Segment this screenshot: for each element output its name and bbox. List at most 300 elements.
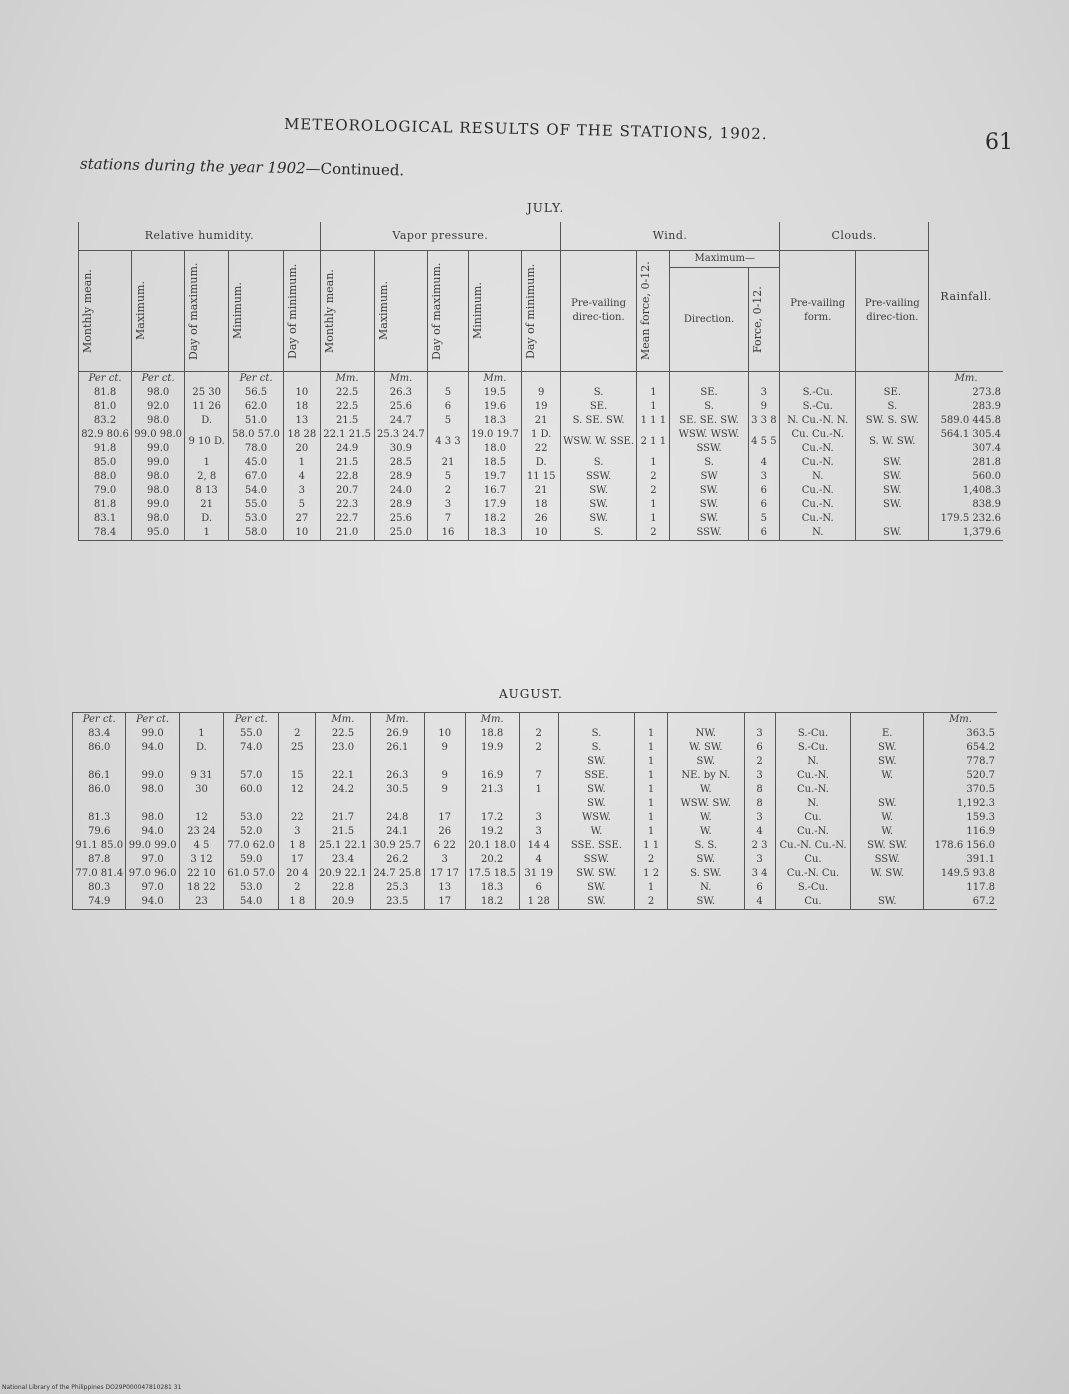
table-row: [73, 769, 998, 783]
table-cell: 2, 8: [185, 470, 229, 484]
table-cell: 4: [748, 456, 779, 470]
table-cell: 53.0: [224, 811, 279, 825]
table-cell: S.: [558, 727, 635, 741]
table-cell: S.-Cu.: [780, 386, 856, 400]
table-cell: 6: [744, 741, 775, 755]
table-cell: 26: [424, 825, 465, 839]
table-cell: 25 30: [185, 386, 229, 400]
table-cell: 97.0: [126, 881, 179, 895]
table-cell: SSE.: [558, 769, 635, 783]
table-cell: 18 22: [179, 881, 223, 895]
august-units-row: [73, 713, 998, 728]
table-cell: [279, 797, 316, 811]
running-head: METEOROLOGICAL RESULTS OF THE STATIONS, 1902.: [283, 114, 768, 144]
vapor-pressure-header: Vapor pressure.: [320, 222, 560, 251]
table-cell: 23.0: [316, 741, 370, 755]
table-cell: 87.8: [73, 853, 126, 867]
vp-minimum-header: Minimum.: [470, 282, 484, 340]
table-cell: SW.: [668, 853, 745, 867]
table-cell: 20.1 18.0: [465, 839, 519, 853]
clouds-prevailing-form-header: Pre-vailing form.: [780, 251, 856, 372]
table-cell: 18 28 20: [283, 428, 320, 456]
table-cell: 26.2: [370, 853, 424, 867]
table-cell: 10: [424, 727, 465, 741]
unit: Per ct.: [79, 372, 132, 387]
unit: Mm.: [929, 372, 1003, 387]
rh-maximum-header: Maximum.: [134, 281, 148, 341]
table-row: [73, 783, 998, 797]
table-cell: 56.5: [229, 386, 284, 400]
table-cell: W.: [851, 825, 924, 839]
table-cell: 19.9: [465, 741, 519, 755]
table-row: [73, 797, 998, 811]
table-cell: N. Cu.-N. N.: [780, 414, 856, 428]
table-cell: 149.5 93.8: [924, 867, 997, 881]
table-cell: 12: [179, 811, 223, 825]
table-cell: [465, 797, 519, 811]
table-cell: 83.1: [79, 512, 132, 526]
table-cell: 560.0: [929, 470, 1003, 484]
table-cell: 22 10: [179, 867, 223, 881]
table-cell: 13: [283, 414, 320, 428]
wind-max-force-header: Force, 0-12.: [750, 286, 764, 353]
table-cell: SSW.: [851, 853, 924, 867]
table-cell: 1: [635, 811, 668, 825]
table-cell: [519, 755, 558, 769]
table-cell: [424, 797, 465, 811]
relative-humidity-header: Relative humidity.: [79, 222, 321, 251]
table-cell: 5: [428, 470, 468, 484]
table-cell: 19.0 19.7 18.0: [468, 428, 522, 456]
table-cell: SW.: [670, 512, 748, 526]
table-cell: N.: [780, 470, 856, 484]
table-cell: 99.0 98.0 99.0: [132, 428, 185, 456]
table-cell: SE.: [560, 400, 636, 414]
subtitle-italic: stations during the year 1902: [79, 154, 306, 178]
table-row: [79, 484, 1004, 498]
table-cell: SW. SW.: [851, 839, 924, 853]
unit: Per ct.: [224, 713, 279, 728]
table-cell: 2 3: [744, 839, 775, 853]
table-cell: 94.0: [126, 825, 179, 839]
table-cell: [73, 797, 126, 811]
table-cell: SW: [670, 470, 748, 484]
table-cell: 83.4: [73, 727, 126, 741]
table-cell: 99.0 99.0: [126, 839, 179, 853]
table-cell: W.: [668, 825, 745, 839]
table-cell: 6: [744, 881, 775, 895]
table-cell: 8 13: [185, 484, 229, 498]
table-cell: 21.0: [320, 526, 374, 541]
table-cell: 281.8: [929, 456, 1003, 470]
table-cell: 10: [283, 386, 320, 400]
table-cell: 23 24: [179, 825, 223, 839]
table-cell: 4: [283, 470, 320, 484]
table-cell: 1: [635, 741, 668, 755]
table-cell: 1 1 1: [637, 414, 670, 428]
table-cell: 99.0: [132, 498, 185, 512]
table-cell: 22.5: [316, 727, 370, 741]
table-cell: [856, 512, 929, 526]
table-row: [73, 755, 998, 769]
table-cell: 98.0: [132, 484, 185, 498]
table-cell: 9: [748, 400, 779, 414]
table-cell: 520.7: [924, 769, 997, 783]
table-cell: E.: [851, 727, 924, 741]
table-cell: 24.1: [370, 825, 424, 839]
table-cell: SSW.: [560, 470, 636, 484]
table-cell: 6: [748, 498, 779, 512]
wind-max-direction-header: Direction.: [670, 268, 748, 372]
table-cell: S.-Cu.: [775, 741, 851, 755]
table-cell: 98.0: [126, 783, 179, 797]
table-cell: 22.1: [316, 769, 370, 783]
table-cell: 283.9: [929, 400, 1003, 414]
table-cell: 19.5: [468, 386, 522, 400]
table-cell: S.-Cu.: [780, 400, 856, 414]
table-cell: 30.9 25.7: [370, 839, 424, 853]
table-cell: 1: [185, 456, 229, 470]
table-cell: NW.: [668, 727, 745, 741]
table-cell: 116.9: [924, 825, 997, 839]
table-cell: 8: [744, 783, 775, 797]
july-units-row: [79, 372, 1004, 387]
table-cell: 5: [283, 498, 320, 512]
table-cell: 1 8: [279, 839, 316, 853]
table-cell: 25.3: [370, 881, 424, 895]
table-cell: 1: [637, 386, 670, 400]
table-cell: Cu.-N.: [775, 783, 851, 797]
table-cell: 3: [744, 727, 775, 741]
table-cell: 11 15: [522, 470, 561, 484]
table-cell: SW. SW.: [558, 867, 635, 881]
page-number: 61: [985, 130, 1013, 155]
unit: Per ct.: [126, 713, 179, 728]
table-cell: [224, 797, 279, 811]
unit: Per ct.: [229, 372, 284, 387]
table-cell: 6: [428, 400, 468, 414]
subtitle-continued: —Continued.: [305, 159, 405, 180]
table-cell: 25.6: [374, 512, 428, 526]
table-cell: 2: [279, 727, 316, 741]
table-cell: 21.5: [320, 456, 374, 470]
table-cell: 13: [424, 881, 465, 895]
table-cell: 1: [635, 783, 668, 797]
table-cell: 21.3: [465, 783, 519, 797]
table-cell: 24.0: [374, 484, 428, 498]
table-row: [73, 853, 998, 867]
table-cell: 6: [519, 881, 558, 895]
table-cell: 3: [744, 769, 775, 783]
table-cell: 22.8: [320, 470, 374, 484]
table-cell: 20.7: [320, 484, 374, 498]
july-table: [78, 222, 1003, 541]
table-cell: 6: [748, 526, 779, 541]
table-cell: 1 D. 22: [522, 428, 561, 456]
table-row: [79, 512, 1004, 526]
table-cell: SW.: [851, 797, 924, 811]
table-cell: 18.2: [465, 895, 519, 910]
table-cell: Cu.-N.: [780, 456, 856, 470]
table-cell: 62.0: [229, 400, 284, 414]
table-cell: 3: [748, 470, 779, 484]
table-cell: 51.0: [229, 414, 284, 428]
table-row: [73, 839, 998, 853]
table-cell: 3: [279, 825, 316, 839]
table-cell: W.: [851, 769, 924, 783]
table-cell: 21.7: [316, 811, 370, 825]
table-cell: 16.9: [465, 769, 519, 783]
table-cell: 98.0: [132, 512, 185, 526]
table-cell: 28.9: [374, 498, 428, 512]
table-cell: 1: [283, 456, 320, 470]
table-cell: [370, 797, 424, 811]
table-cell: 9: [424, 741, 465, 755]
table-cell: S.: [670, 456, 748, 470]
table-cell: 4: [519, 853, 558, 867]
table-cell: 17: [424, 811, 465, 825]
rainfall-header: Rainfall.: [929, 222, 1003, 372]
table-cell: 18.5: [468, 456, 522, 470]
table-cell: W.: [668, 783, 745, 797]
table-cell: 74.0: [224, 741, 279, 755]
table-cell: 17.2: [465, 811, 519, 825]
table-cell: 24.8: [370, 811, 424, 825]
vp-day-of-maximum-header: Day of maximum.: [430, 262, 444, 360]
table-cell: 1 1: [635, 839, 668, 853]
unit: Per ct.: [132, 372, 185, 387]
table-cell: 2: [744, 755, 775, 769]
table-cell: [179, 755, 223, 769]
table-cell: 81.8: [79, 498, 132, 512]
unit: Mm.: [370, 713, 424, 728]
table-cell: 3: [744, 811, 775, 825]
table-cell: [126, 797, 179, 811]
table-cell: 53.0: [224, 881, 279, 895]
table-cell: 1: [637, 498, 670, 512]
table-cell: 8: [744, 797, 775, 811]
table-cell: 17: [424, 895, 465, 910]
table-cell: [279, 755, 316, 769]
wind-mean-force-header: Mean force, 0-12.: [639, 261, 653, 361]
table-cell: S.-Cu.: [775, 727, 851, 741]
table-cell: SW.: [558, 895, 635, 910]
table-cell: W. SW.: [668, 741, 745, 755]
unit: Mm.: [316, 713, 370, 728]
table-row: [79, 414, 1004, 428]
table-cell: 92.0: [132, 400, 185, 414]
table-cell: 5: [428, 414, 468, 428]
table-cell: 159.3: [924, 811, 997, 825]
table-cell: 178.6 156.0: [924, 839, 997, 853]
table-cell: SW.: [851, 741, 924, 755]
table-cell: 45.0: [229, 456, 284, 470]
footer-credit: National Library of the Philippines DO29P000047810281 31: [2, 1384, 182, 1391]
table-cell: 19.2: [465, 825, 519, 839]
table-cell: 54.0: [229, 484, 284, 498]
table-cell: N.: [775, 797, 851, 811]
table-cell: 81.8: [79, 386, 132, 400]
table-cell: S.: [560, 386, 636, 400]
table-cell: S. SE. SW.: [560, 414, 636, 428]
table-row: [73, 895, 998, 910]
unit: Mm.: [320, 372, 374, 387]
table-cell: [179, 797, 223, 811]
table-cell: Cu.-N. Cu.: [775, 867, 851, 881]
rh-minimum-header: Minimum.: [231, 282, 245, 340]
table-cell: SW.: [670, 484, 748, 498]
table-cell: SW.: [856, 470, 929, 484]
table-cell: [851, 881, 924, 895]
table-cell: S. S.: [668, 839, 745, 853]
table-cell: 1: [635, 797, 668, 811]
table-cell: 3: [744, 853, 775, 867]
table-cell: 391.1: [924, 853, 997, 867]
table-cell: S.: [560, 456, 636, 470]
table-cell: 3: [428, 498, 468, 512]
table-cell: 15: [279, 769, 316, 783]
table-cell: 3: [424, 853, 465, 867]
table-cell: 22: [279, 811, 316, 825]
table-cell: [73, 755, 126, 769]
table-cell: 22.5: [320, 386, 374, 400]
table-cell: 58.0: [229, 526, 284, 541]
table-cell: 77.0 81.4: [73, 867, 126, 881]
table-cell: S.: [670, 400, 748, 414]
table-cell: N.: [668, 881, 745, 895]
table-row: [73, 811, 998, 825]
table-cell: 17.9: [468, 498, 522, 512]
table-cell: 3 3 8: [748, 414, 779, 428]
table-cell: 4: [744, 895, 775, 910]
table-cell: 1 8: [279, 895, 316, 910]
table-row: [73, 867, 998, 881]
table-cell: 6: [748, 484, 779, 498]
table-cell: N.: [775, 755, 851, 769]
table-cell: SW.: [851, 755, 924, 769]
table-cell: 26.1: [370, 741, 424, 755]
table-cell: 16: [428, 526, 468, 541]
table-cell: 18.3: [468, 414, 522, 428]
table-cell: 18.2: [468, 512, 522, 526]
table-cell: 5: [748, 512, 779, 526]
table-cell: 24.7: [374, 414, 428, 428]
table-cell: 53.0: [229, 512, 284, 526]
table-cell: S.-Cu.: [775, 881, 851, 895]
table-cell: 9: [424, 769, 465, 783]
table-cell: 67.0: [229, 470, 284, 484]
table-cell: W.: [851, 811, 924, 825]
table-cell: 18: [283, 400, 320, 414]
table-cell: 1: [635, 825, 668, 839]
table-cell: S. SW.: [668, 867, 745, 881]
unit: Mm.: [924, 713, 997, 728]
table-cell: Cu.: [775, 811, 851, 825]
table-cell: 19.7: [468, 470, 522, 484]
table-cell: 4 5: [179, 839, 223, 853]
vp-maximum-header: Maximum.: [376, 281, 390, 341]
table-cell: 86.0: [73, 741, 126, 755]
table-cell: 30.5: [370, 783, 424, 797]
table-cell: 23.5: [370, 895, 424, 910]
table-cell: 77.0 62.0: [224, 839, 279, 853]
table-cell: 838.9: [929, 498, 1003, 512]
table-cell: 81.3: [73, 811, 126, 825]
table-row: [79, 526, 1004, 541]
table-cell: 564.1 305.4 307.4: [929, 428, 1003, 456]
wind-prevailing-direction-header: Pre-vailing direc-tion.: [560, 251, 636, 372]
table-cell: 20.2: [465, 853, 519, 867]
table-cell: 2: [637, 470, 670, 484]
table-cell: 14 4: [519, 839, 558, 853]
table-cell: 589.0 445.8: [929, 414, 1003, 428]
vp-monthly-mean-header: Monthly mean.: [322, 269, 336, 353]
table-cell: 654.2: [924, 741, 997, 755]
table-row: [73, 741, 998, 755]
table-cell: 21: [522, 484, 561, 498]
table-cell: SW.: [558, 783, 635, 797]
table-cell: 1,408.3: [929, 484, 1003, 498]
table-cell: [316, 755, 370, 769]
table-cell: 20.9: [316, 895, 370, 910]
table-cell: 25.0: [374, 526, 428, 541]
table-cell: WSW.: [558, 811, 635, 825]
table-cell: 52.0: [224, 825, 279, 839]
table-cell: 6 22: [424, 839, 465, 853]
table-cell: Cu.-N.: [780, 484, 856, 498]
table-cell: 88.0: [79, 470, 132, 484]
table-cell: 20 4: [279, 867, 316, 881]
table-cell: 55.0: [224, 727, 279, 741]
table-cell: Cu. Cu.-N. Cu.-N.: [780, 428, 856, 456]
table-cell: 9: [522, 386, 561, 400]
table-cell: [370, 755, 424, 769]
table-cell: 5: [428, 386, 468, 400]
table-cell: 23.4: [316, 853, 370, 867]
rh-monthly-mean-header: Monthly mean.: [81, 269, 94, 353]
table-cell: W.: [668, 811, 745, 825]
table-cell: 778.7: [924, 755, 997, 769]
table-row: [79, 400, 1004, 414]
table-row: [79, 470, 1004, 484]
rh-day-of-minimum-header: Day of minimum.: [285, 263, 299, 359]
table-cell: 26.9: [370, 727, 424, 741]
table-cell: 22.5: [320, 400, 374, 414]
table-cell: 97.0 96.0: [126, 867, 179, 881]
table-cell: 9 31: [179, 769, 223, 783]
table-cell: 3 12: [179, 853, 223, 867]
table-cell: SW.: [558, 797, 635, 811]
table-cell: 17: [279, 853, 316, 867]
table-cell: 99.0: [126, 769, 179, 783]
table-cell: 20.9 22.1: [316, 867, 370, 881]
table-cell: 24.7 25.8: [370, 867, 424, 881]
table-row: [73, 727, 998, 741]
table-cell: 25: [279, 741, 316, 755]
table-cell: SE.: [670, 386, 748, 400]
table-cell: S.: [856, 400, 929, 414]
table-cell: 1 2: [635, 867, 668, 881]
table-cell: Cu.-N.: [780, 498, 856, 512]
table-cell: [465, 755, 519, 769]
table-cell: [424, 755, 465, 769]
table-cell: SE.: [856, 386, 929, 400]
table-cell: SW.: [668, 755, 745, 769]
table-cell: 1,379.6: [929, 526, 1003, 541]
unit: Mm.: [465, 713, 519, 728]
table-cell: 74.9: [73, 895, 126, 910]
table-cell: 25.1 22.1: [316, 839, 370, 853]
